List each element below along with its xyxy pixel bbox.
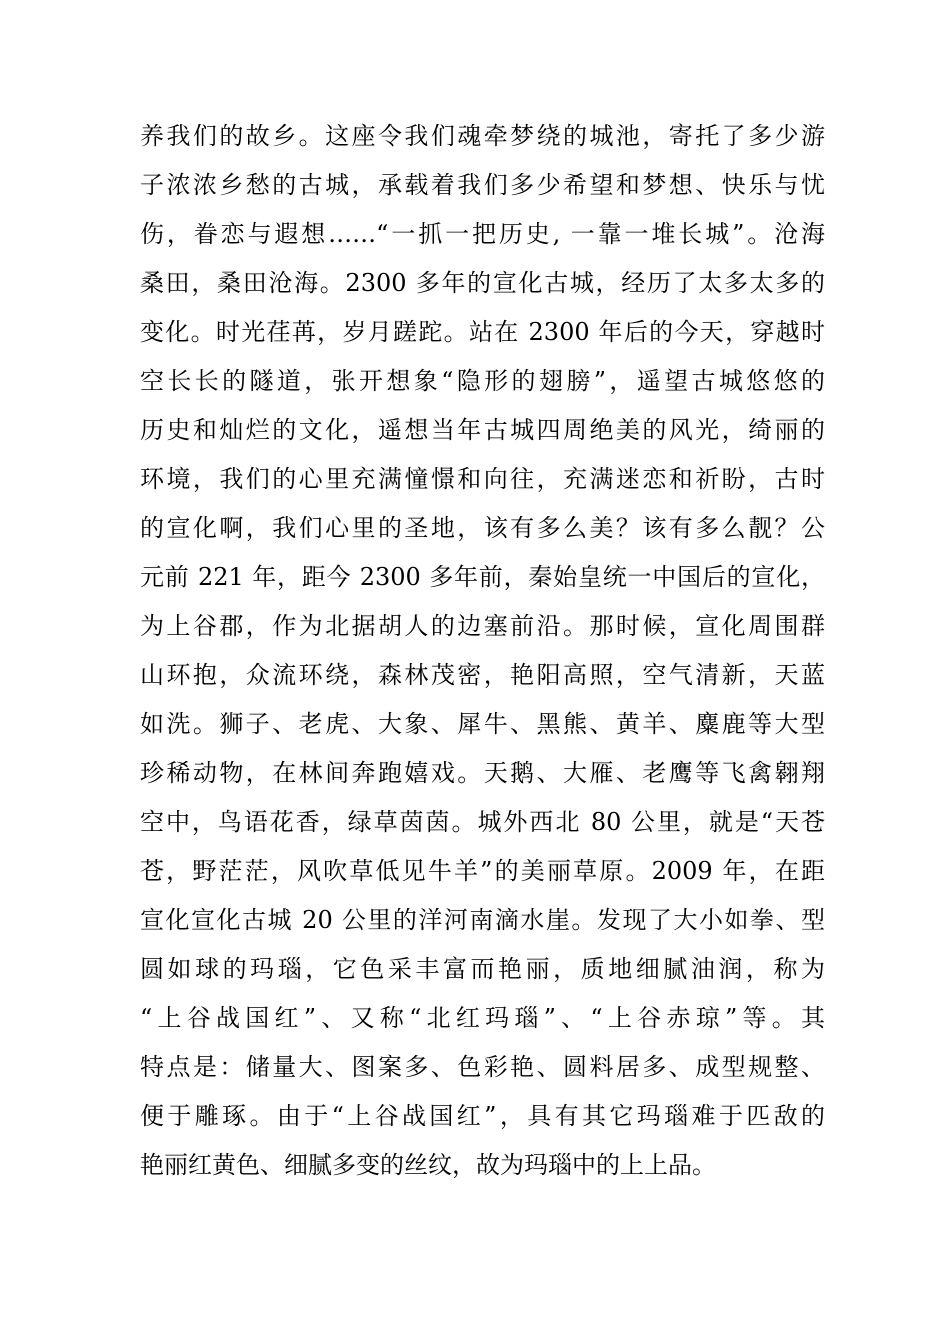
text-line: 为上谷郡，作为北据胡人的边塞前沿。那时候，宣化周围群 — [140, 612, 825, 640]
text-line: 的宣化啊，我们心里的圣地，该有多么美？该有多么靓？公 — [140, 514, 825, 542]
text-line: 伤，眷恋与遐想……“一抓一把历史, 一靠一堆长城”。沧海 — [140, 220, 825, 248]
text-line: 山环抱，众流环绕，森林茂密，艳阳高照，空气清新，天蓝 — [140, 661, 825, 689]
text-line: 元前 221 年，距今 2300 多年前，秦始皇统一中国后的宣化， — [140, 563, 825, 591]
text-line: 历史和灿烂的文化，遥想当年古城四周绝美的风光，绮丽的 — [140, 416, 825, 444]
text-line: 特点是：储量大、图案多、色彩艳、圆料居多、成型规整、 — [140, 1053, 825, 1081]
text-line: 子浓浓乡愁的古城，承载着我们多少希望和梦想、快乐与忧 — [140, 171, 825, 199]
body-text — [140, 112, 825, 1190]
text-line: 如洗。狮子、老虎、大象、犀牛、黑熊、黄羊、麋鹿等大型 — [140, 710, 825, 738]
text-line: 便于雕琢。由于“上谷战国红”，具有其它玛瑙难于匹敌的 — [140, 1102, 825, 1130]
text-line: 环境，我们的心里充满憧憬和向往，充满迷恋和祈盼，古时 — [140, 465, 825, 493]
text-line: 空长长的隧道，张开想象“隐形的翅膀”，遥望古城悠悠的 — [140, 367, 825, 395]
text-line: 桑田，桑田沧海。2300 多年的宣化古城，经历了太多太多的 — [140, 269, 825, 297]
text-line: 圆如球的玛瑙，它色采丰富而艳丽，质地细腻油润，称为 — [140, 955, 825, 983]
text-line: 珍稀动物，在林间奔跑嬉戏。天鹅、大雁、老鹰等飞禽翱翔 — [140, 759, 825, 787]
text-line: 艳丽红黄色、细腻多变的丝纹，故为玛瑙中的上上品。 — [140, 1151, 716, 1179]
text-line: “上谷战国红”、又称“北红玛瑙”、“上谷赤琼”等。其 — [140, 1004, 825, 1032]
text-line: 养我们的故乡。这座令我们魂牵梦绕的城池，寄托了多少游 — [140, 122, 825, 150]
text-line: 变化。时光荏苒，岁月蹉跎。站在 2300 年后的今天，穿越时 — [140, 318, 825, 346]
text-line: 苍，野茫茫，风吹草低见牛羊”的美丽草原。2009 年，在距 — [140, 857, 825, 885]
text-line: 宣化宣化古城 20 公里的洋河南滴水崖。发现了大小如拳、型 — [140, 906, 825, 934]
text-line: 空中，鸟语花香，绿草茵茵。城外西北 80 公里，就是“天苍 — [140, 808, 825, 836]
